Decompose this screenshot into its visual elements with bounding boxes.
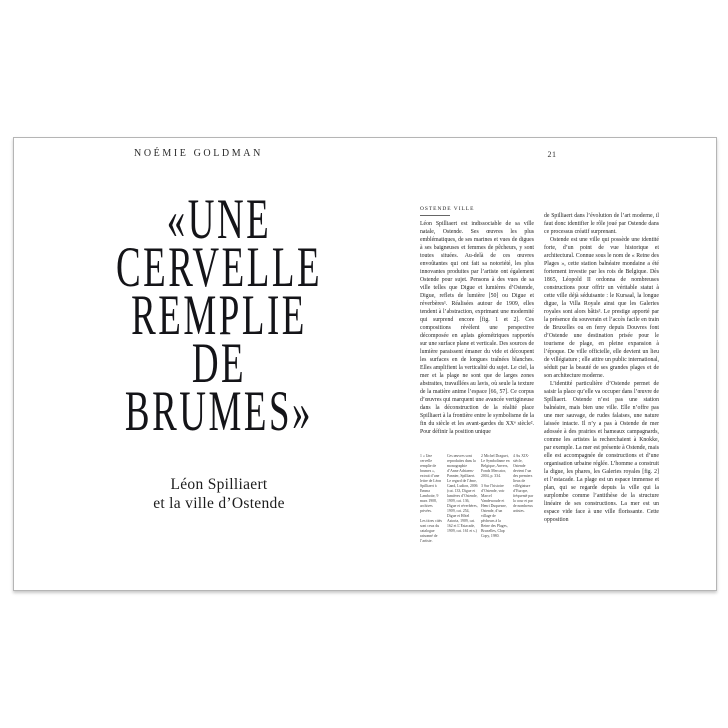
essay-title: [39, 187, 399, 444]
subtitle-line-2: et la ville d’Ostende: [153, 494, 285, 512]
footnotes-block: [420, 454, 534, 549]
footnote-column-4: [513, 454, 534, 519]
column2-paragraph-1: de Spilliaert dans l’évolution de l’art moderne, il faut donc identifier le rôle joué par Ostende dans ce processus créatif surprenant.: [544, 213, 659, 235]
column2-paragraph-3: L’identité particulière d’Ostende permet de saisir la place qu’elle va occuper dans l’œuvre de Spilliaert. Ostende n’est pas une station balnéaire, mais bien une ville. Elle n’offre pas une mer sauvage, de rudes falaises, une nature laissée intacte. Il n’y a pas à Ostende de mer adossée à des prairies et hameaux campagnards, comme les artistes la recherchaient à Knokke, par exemple. La mer est présente à Ostende, mais elle est accompagnée de constructions et d’une organisation urbaine réglée. L’homme a construit la digue, les phares, les Galeries royales [fig. 2] et l’estacade. La plage est un espace immense et plan, qui se regarde depuis la ville qui la surplombe comme l’antithèse de la structure linéaire de ses constructions. La mer est un espace vide face à une ville florissante. Cette opposition: [544, 381, 659, 523]
title-line-4: DE: [191, 331, 247, 396]
book-spread: [13, 137, 717, 591]
footnote: 2 Michel Draguet, Le Symbolisme en Belgique, Anvers, Fonds Mercator, 2004, p. 334.: [481, 454, 510, 478]
section-heading-rule: [420, 215, 450, 216]
column2-paragraph-2: Ostende est une ville qui possède une identité forte, d’un point de vue historique et architectural. Connue sous le nom de « Reine des Plages », cette station balnéaire mondaine a été fortement investie par les rois de Belgique. Dès 1865, Léopold II ordonna de nombreuses constructions pour offrir un véritable statut à cette ville déjà séduisante : le Kursaal, la longue digue, la Villa Royale ainsi que les Galeries royales sont alors bâtis³. Le prestige apporté par la présence du souverain et l’accès facile en train de Bruxelles ou en ferry depuis Douvres font d’Ostende une destination prisée pour le tourisme de plage, en pleine expansion à l’époque. De ville officielle, elle devient un lieu de villégiature ; elle attire un public international, séduit par la beauté de ses grandes plages et de son architecture moderne.: [544, 237, 659, 379]
author-name: NOÉMIE GOLDMAN: [134, 148, 263, 159]
footnote-column-1: [420, 454, 444, 549]
column1-paragraph: Léon Spilliaert est indissociable de sa ville natale, Ostende. Ses œuvres les plus emblématiques, de ses marines et vues de digues à ses baigneuses et femmes de pêcheurs, y sont toutes situées. Au-delà de ces œuvres envoûtantes qui ont fait sa notoriété, les plus innovantes produites par l’artiste ont également Ostende pour sujet. Pensons à des vues de sa ville telles que Digue et lumières d’Ostende, Digue, reflets de lumière [50] ou Digue et réverbères¹. Réalisées autour de 1909, elles tendent à l’abstraction, exprimant une modernité qui surprend encore [fig. 1 et 2]. Ces compositions révèlent une perspective décomposée en aplats géométriques rapportés sur une surface plane et verticale. Des sources de lumière paraissent émaner du vide et découpent les surfaces en de longues traînées blanches. Elles amplifient la verticalité du sujet. Le ciel, la mer et la plage ne sont que de larges zones abstraites, travaillées au lavis, où seule la texture de la matière anime l’espace [66, 57]. Ce corpus d’œuvres qui marquent une avancée vertigineuse dans la déconstruction de la réalité place Spilliaert à la frontière entre le symbolisme de la fin du siècle et les avant-gardes du XXᵉ siècle². Pour définir la position unique: [420, 220, 534, 435]
footnote: Les titres cités sont ceux du catalogue raisonné de l’artiste.: [420, 519, 442, 543]
footnote-column-3: [481, 454, 510, 544]
title-line-2: CERVELLE: [115, 235, 323, 300]
title-line-5: BRUMES»: [124, 379, 314, 444]
title-line-1: «UNE: [166, 187, 272, 252]
footnote: 4 Au XIXᵉ siècle, Ostende devient l’un des premiers lieux de villégiature d’Europe, fréquenté par la cour et par de nombreux artistes.: [513, 454, 534, 513]
title-line-3: REMPLIE: [131, 283, 307, 348]
page-number: 21: [547, 150, 557, 159]
footnote: Ces œuvres sont reproduites dans la monographie d’Anne Adriaens-Pannier, Spilliaert. Le regard de l’âme, Gand, Ludion, 2006 (cat. 133, Digue et lumières d’Ostende, 1909, cat. 136, Digue et réverbères, 1909, cat. 254, Digue et Hôtel Astoria, 1909, cat. 162 et L’Estacade, 1909, cat. 161 et s.): [447, 454, 478, 533]
essay-subtitle: [39, 476, 399, 513]
text-column-1: [420, 206, 534, 436]
footnote: 1 « Une cervelle remplie de brumes », extrait d’une lettre de Léon Spilliaert à Emma Lambotte, 9 mars 1908, archives privées.: [420, 454, 442, 513]
section-heading: OSTENDE VILLE: [420, 206, 475, 212]
footnote: 3 Sur l’histoire d’Ostende, voir Marcel Vandewoude et Henri Duquesne, Ostende, d’un village de pêcheurs à la Reine des Plages, Bruxelles, Clap Copy, 1980.: [481, 484, 508, 538]
footnote-column-2: [447, 454, 478, 539]
subtitle-line-1: Léon Spilliaert: [170, 476, 268, 493]
text-column-2: [544, 212, 659, 524]
